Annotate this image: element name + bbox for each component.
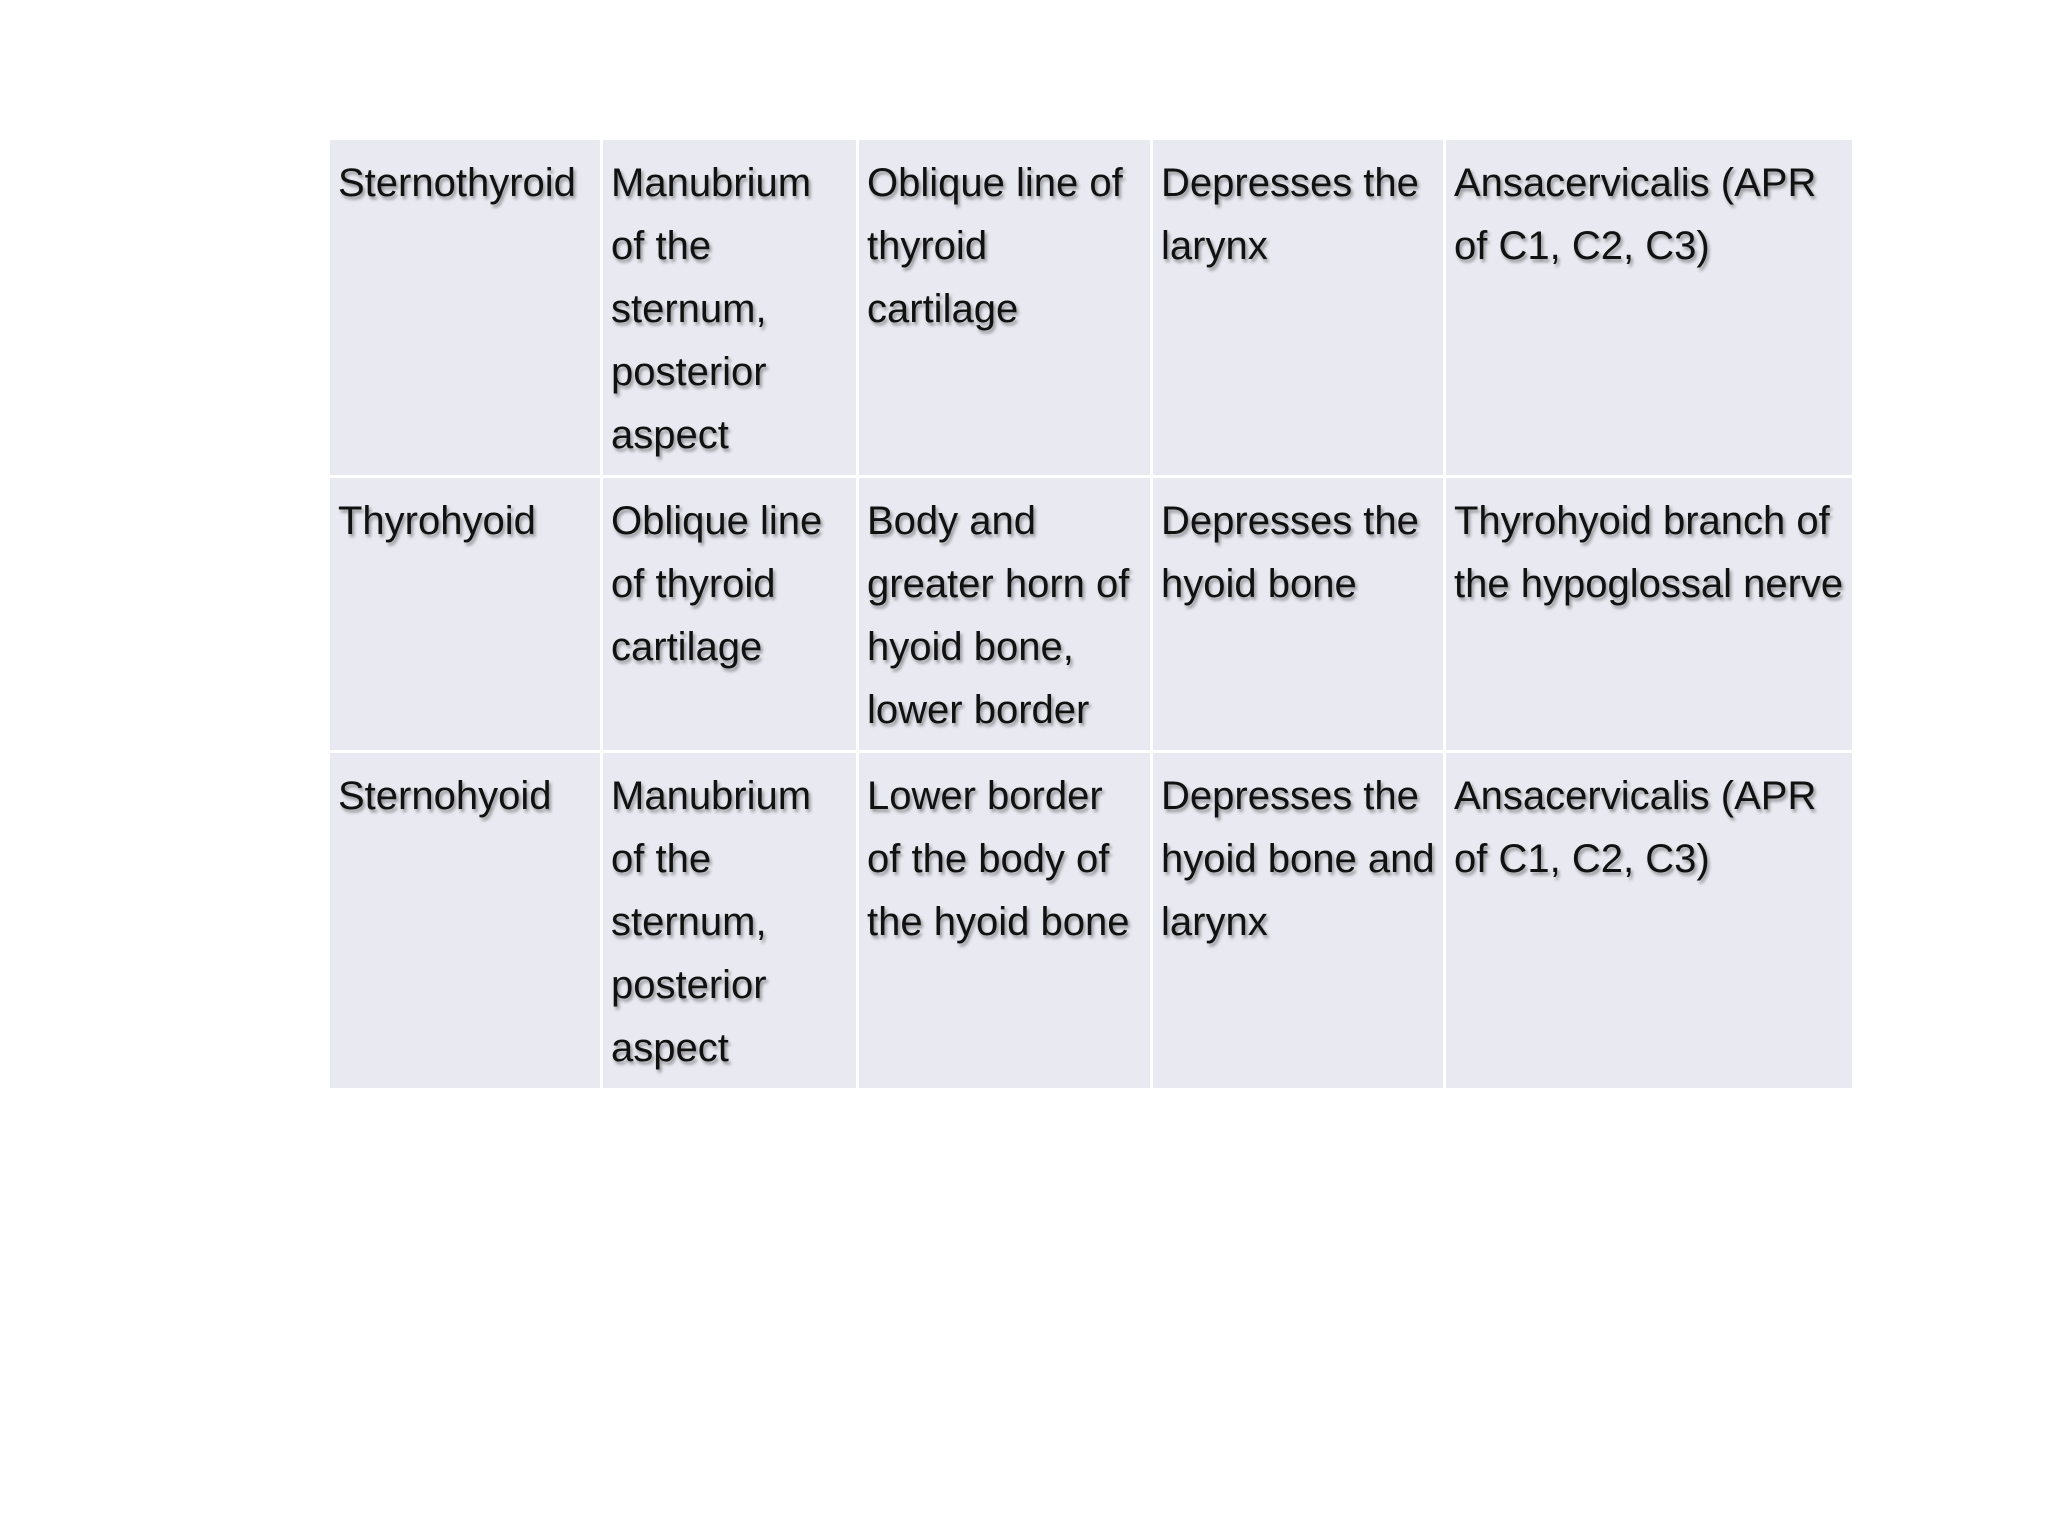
innervation-cell: Thyrohyoid branch of the hypoglossal nerve bbox=[1445, 477, 1854, 752]
origin-cell: Oblique line of thyroid cartilage bbox=[602, 477, 858, 752]
muscle-name-cell: Sternohyoid bbox=[329, 752, 602, 1090]
infrahyoid-muscle-table bbox=[327, 137, 1855, 1091]
innervation-cell: Ansacervicalis (APR of C1, C2, C3) bbox=[1445, 139, 1854, 477]
table-row bbox=[329, 752, 1854, 1090]
action-cell: Depresses the larynx bbox=[1152, 139, 1445, 477]
muscle-name-cell: Sternothyroid bbox=[329, 139, 602, 477]
insertion-cell: Body and greater horn of hyoid bone, lower border bbox=[858, 477, 1152, 752]
origin-cell: Manubrium of the sternum, posterior aspect bbox=[602, 139, 858, 477]
origin-cell: Manubrium of the sternum, posterior aspect bbox=[602, 752, 858, 1090]
muscle-name-cell: Thyrohyoid bbox=[329, 477, 602, 752]
action-cell: Depresses the hyoid bone and larynx bbox=[1152, 752, 1445, 1090]
action-cell: Depresses the hyoid bone bbox=[1152, 477, 1445, 752]
table-row bbox=[329, 139, 1854, 477]
innervation-cell: Ansacervicalis (APR of C1, C2, C3) bbox=[1445, 752, 1854, 1090]
insertion-cell: Oblique line of thyroid cartilage bbox=[858, 139, 1152, 477]
insertion-cell: Lower border of the body of the hyoid bone bbox=[858, 752, 1152, 1090]
table-row bbox=[329, 477, 1854, 752]
